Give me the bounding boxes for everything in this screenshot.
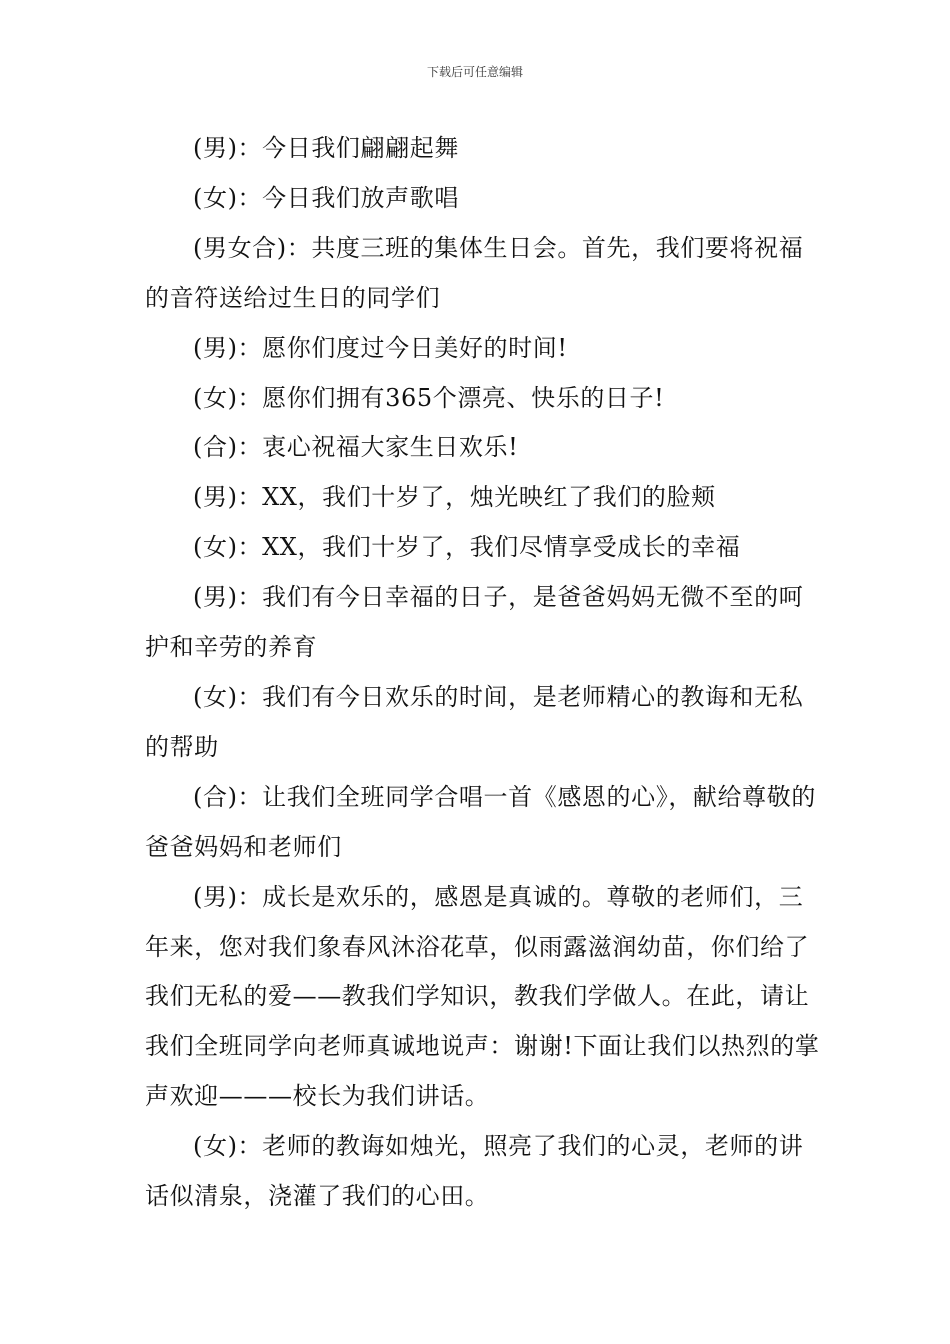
document-body — [145, 124, 825, 1222]
paragraph-5: (女)：愿你们拥有365个漂亮、快乐的日子! — [193, 383, 665, 412]
paragraph-4: (男)：愿你们度过今日美好的时间! — [193, 333, 568, 362]
paragraph-8: (女)：XX，我们十岁了，我们尽情享受成长的幸福 — [193, 533, 741, 562]
paragraph-7: (男)：XX，我们十岁了，烛光映红了我们的脸颊 — [193, 483, 716, 512]
paragraph-10: (女)：我们有今日欢乐的时间，是老师精心的教诲和无私的帮助 — [145, 682, 804, 761]
paragraph-13: (女)：老师的教诲如烛光，照亮了我们的心灵，老师的讲话似清泉，浇灌了我们的心田。 — [145, 1132, 804, 1211]
paragraph-2: (女)：今日我们放声歌唱 — [193, 183, 459, 212]
paragraph-12: (男)：成长是欢乐的，感恩是真诚的。尊敬的老师们，三年来，您对我们象春风沐浴花草，似雨露滋润幼苗，你们给了我们无私的爱——教我们学知识，教我们学做人。在此，请让我们全班同学向老师真诚地说声：谢谢!下面让我们以热烈的掌声欢迎———校长为我们讲话。 — [145, 882, 820, 1111]
page-header: 下载后可任意编辑 — [426, 65, 523, 79]
paragraph-3: (男女合)：共度三班的集体生日会。首先，我们要将祝福的音符送给过生日的同学们 — [145, 233, 804, 312]
paragraph-9: (男)：我们有今日幸福的日子，是爸爸妈妈无微不至的呵护和辛劳的养育 — [145, 583, 804, 662]
paragraph-6: (合)：衷心祝福大家生日欢乐! — [193, 433, 519, 462]
paragraph-1: (男)：今日我们翩翩起舞 — [193, 134, 459, 162]
paragraph-11: (合)：让我们全班同学合唱一首《感恩的心》，献给尊敬的爸爸妈妈和老师们 — [145, 782, 816, 861]
